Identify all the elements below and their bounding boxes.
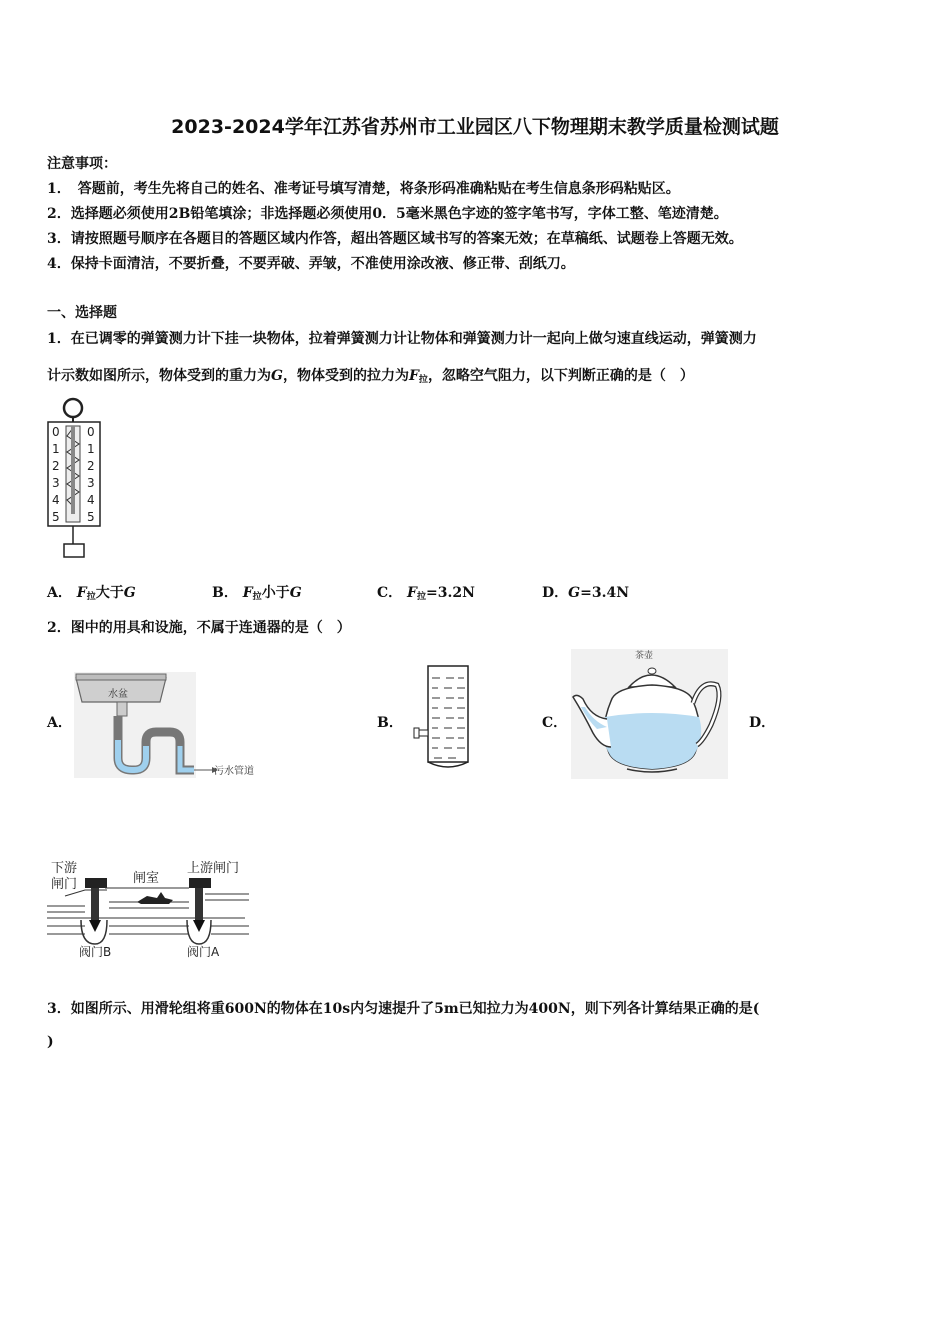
note-item: 2．选择题必须使用2B铅笔填涂；非选择题必须使用0．5毫米黑色字迹的签字笔书写，字体工整、笔迹清楚。 — [47, 206, 728, 222]
note-item: 1． 答题前，考生先将自己的姓名、准考证号填写清楚，将条形码准确粘贴在考生信息条形码粘贴区。 — [47, 181, 680, 197]
q1-option-b[interactable]: B． $F_拉$小于G — [212, 585, 302, 602]
teapot-label: 茶壶 — [635, 651, 654, 661]
scale-tick-left: 2 — [52, 459, 60, 473]
q3-line1: 3．如图所示、用滑轮组将重600N的物体在10s内匀速提升了5m已知拉力为400N，则下列各计算结果正确的是( — [47, 1001, 760, 1017]
scale-tick-left: 3 — [52, 476, 60, 490]
scale-tick-left: 4 — [52, 493, 60, 507]
q1-option-c[interactable]: C． $F_拉=3.2N$ — [377, 585, 475, 602]
scale-tick-right: 4 — [87, 493, 95, 507]
q1-line2: 计示数如图所示，物体受到的重力为G，物体受到的拉力为$F_拉$，忽略空气阻力，以下判断正确的是（ ） — [47, 368, 694, 385]
tube-figure — [410, 664, 472, 772]
ship-lock-figure — [45, 856, 255, 964]
page-title: 2023-2024学年江苏省苏州市工业园区八下物理期末教学质量检测试题 — [171, 116, 779, 138]
scale-tick-right: 1 — [87, 442, 95, 456]
upstream-gate-label: 上游闸门 — [187, 861, 240, 876]
basin-trap-figure — [74, 670, 260, 780]
downstream-label: 下游 — [51, 861, 78, 876]
valve-b-label: 阀门B — [79, 945, 112, 959]
note-item: 4．保持卡面清洁，不要折叠，不要弄破、弄皱，不准使用涂改液、修正带、刮纸刀。 — [47, 256, 575, 272]
scale-tick-right: 0 — [87, 425, 95, 439]
downstream-gate-label: 闸门 — [51, 877, 78, 892]
scale-tick-right: 3 — [87, 476, 95, 490]
note-item: 3．请按照题号顺序在各题目的答题区域内作答，超出答题区域书写的答案无效；在草稿纸、试题卷上答题无效。 — [47, 231, 743, 247]
q2-stem: 2．图中的用具和设施，不属于连通器的是（ ） — [47, 620, 351, 636]
section-heading: 一、选择题 — [47, 305, 117, 321]
valve-a-label: 阀门A — [187, 945, 220, 959]
q3-line2: ) — [47, 1034, 54, 1050]
teapot-figure — [571, 649, 728, 779]
q2-option-d-label[interactable]: D． — [749, 715, 776, 731]
notes-heading: 注意事项： — [47, 156, 117, 172]
q1-line1: 1．在已调零的弹簧测力计下挂一块物体，拉着弹簧测力计让物体和弹簧测力计一起向上做匀速直线运动，弹簧测力 — [47, 331, 757, 347]
chamber-label: 闸室 — [133, 871, 160, 886]
scale-tick-left: 5 — [52, 510, 60, 524]
scale-tick-right: 2 — [87, 459, 95, 473]
q2-option-a-label[interactable]: A． — [47, 715, 72, 731]
q1-option-d[interactable]: D．G=3.4N — [542, 585, 629, 601]
scale-tick-left: 1 — [52, 442, 60, 456]
basin-label: 水盆 — [108, 689, 128, 700]
q2-option-b-label[interactable]: B． — [377, 715, 403, 731]
q2-option-c-label[interactable]: C． — [542, 715, 568, 731]
pipe-label: 污水管道 — [214, 766, 254, 777]
spring-scale-figure — [44, 396, 106, 560]
scale-tick-left: 0 — [52, 425, 60, 439]
q1-option-a[interactable]: A． $F_拉$大于G — [47, 585, 136, 602]
scale-tick-right: 5 — [87, 510, 95, 524]
